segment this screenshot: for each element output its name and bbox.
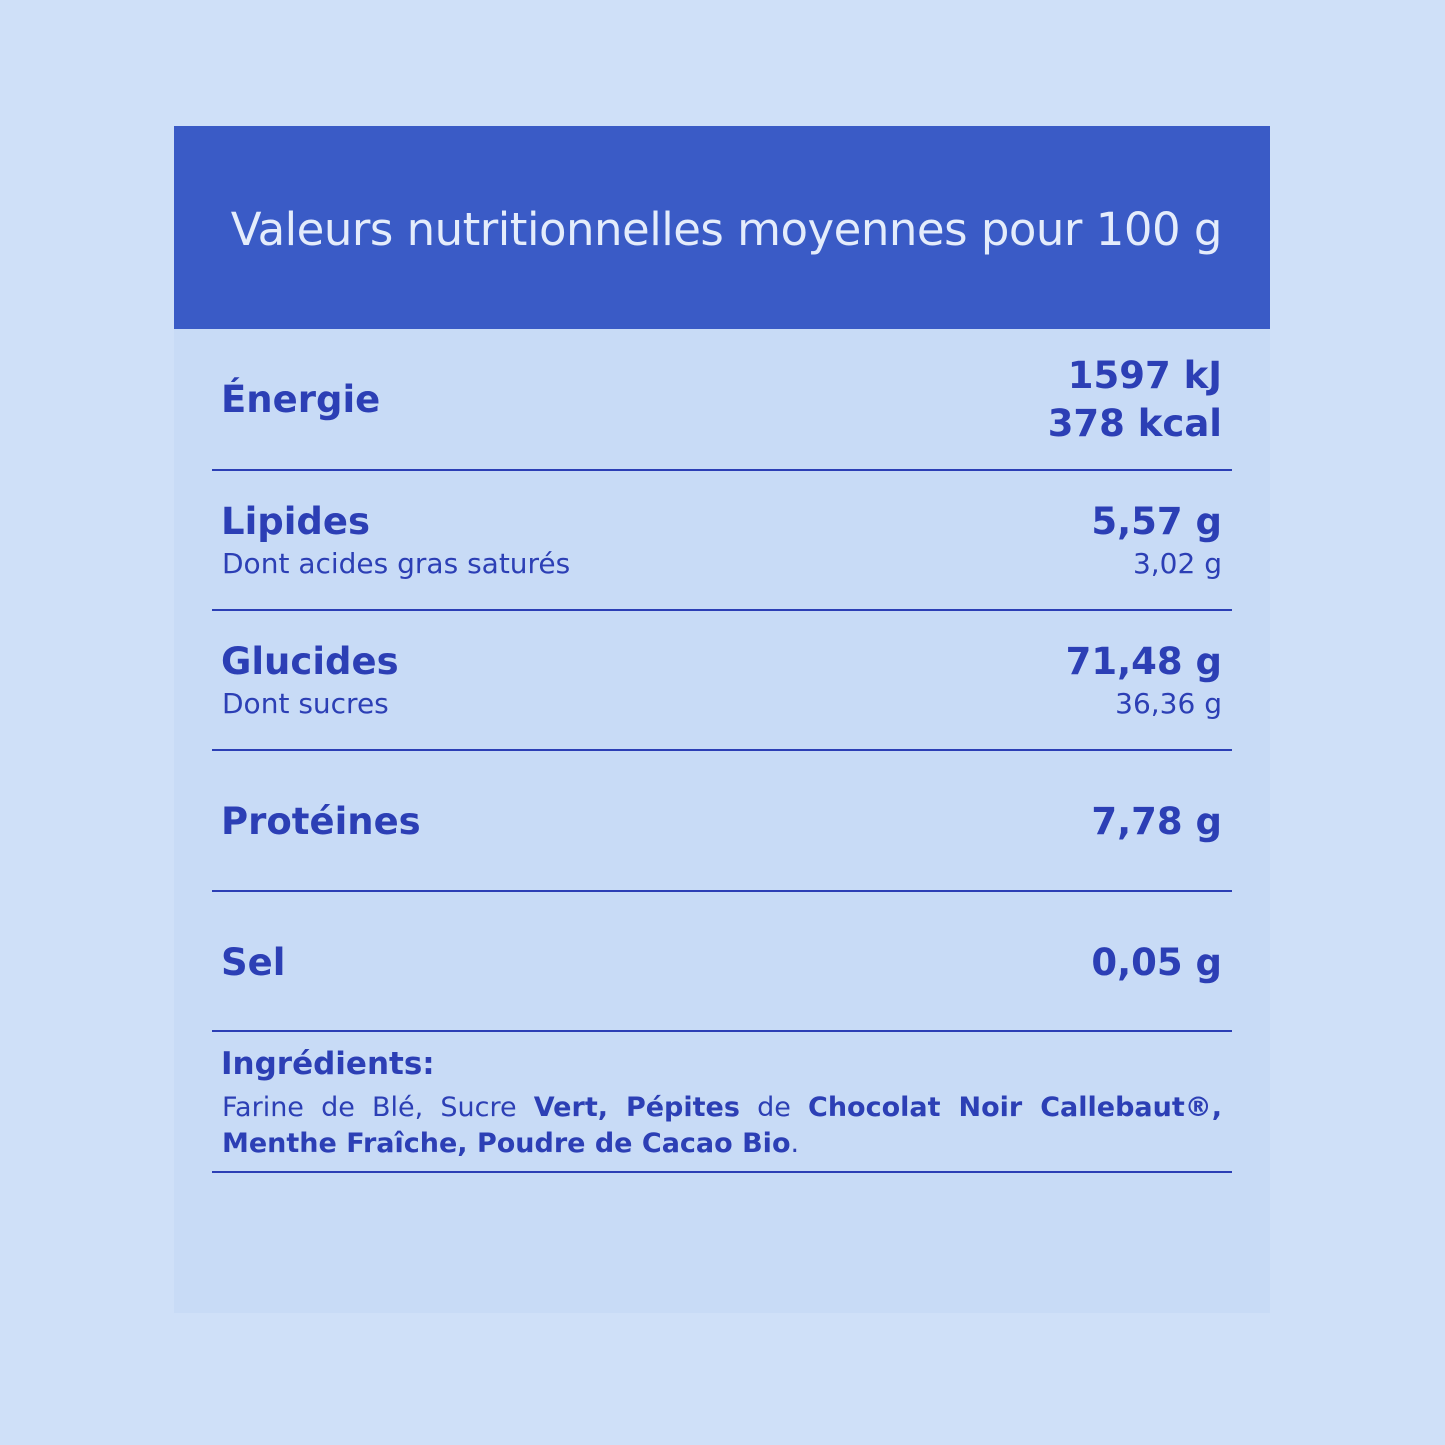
ingredients-section <box>212 1032 1232 1173</box>
ingredient-part: Chocolat Noir Callebaut®, Menthe Fraîche, Poudre de Cacao Bio <box>222 1092 1223 1159</box>
sugars-value: 36,36 g <box>1115 687 1222 720</box>
nutrition-header <box>174 126 1270 329</box>
carbs-row <box>212 611 1232 751</box>
protein-value: 7,78 g <box>1091 800 1222 843</box>
protein-label: Protéines <box>221 800 421 843</box>
ingredients-title: Ingrédients: <box>221 1046 435 1082</box>
nutrition-card <box>174 126 1270 1313</box>
ingredient-part: . <box>790 1128 800 1159</box>
ingredient-part: Farine de Blé, Sucre <box>222 1092 534 1123</box>
lipids-value: 5,57 g <box>1091 500 1222 543</box>
salt-row <box>212 892 1232 1032</box>
protein-row <box>212 751 1232 892</box>
nutrition-title: Valeurs nutritionnelles moyennes pour 100 g <box>230 203 1222 256</box>
ingredients-list <box>222 1090 1222 1162</box>
salt-value: 0,05 g <box>1091 941 1222 984</box>
energy-kcal-value: 378 kcal <box>1047 402 1222 445</box>
ingredient-part: de <box>739 1092 809 1123</box>
energy-label: Énergie <box>221 378 381 421</box>
energy-row <box>212 329 1232 471</box>
carbs-value: 71,48 g <box>1065 640 1222 683</box>
ingredient-part: Vert, Pépites <box>533 1092 740 1123</box>
carbs-label: Glucides <box>221 640 399 683</box>
saturated-fat-label: Dont acides gras saturés <box>222 547 571 580</box>
lipids-row <box>212 471 1232 611</box>
lipids-label: Lipides <box>221 500 371 543</box>
saturated-fat-value: 3,02 g <box>1132 547 1222 580</box>
sugars-label: Dont sucres <box>222 687 389 720</box>
salt-label: Sel <box>221 941 286 984</box>
energy-kj-value: 1597 kJ <box>1067 354 1222 397</box>
